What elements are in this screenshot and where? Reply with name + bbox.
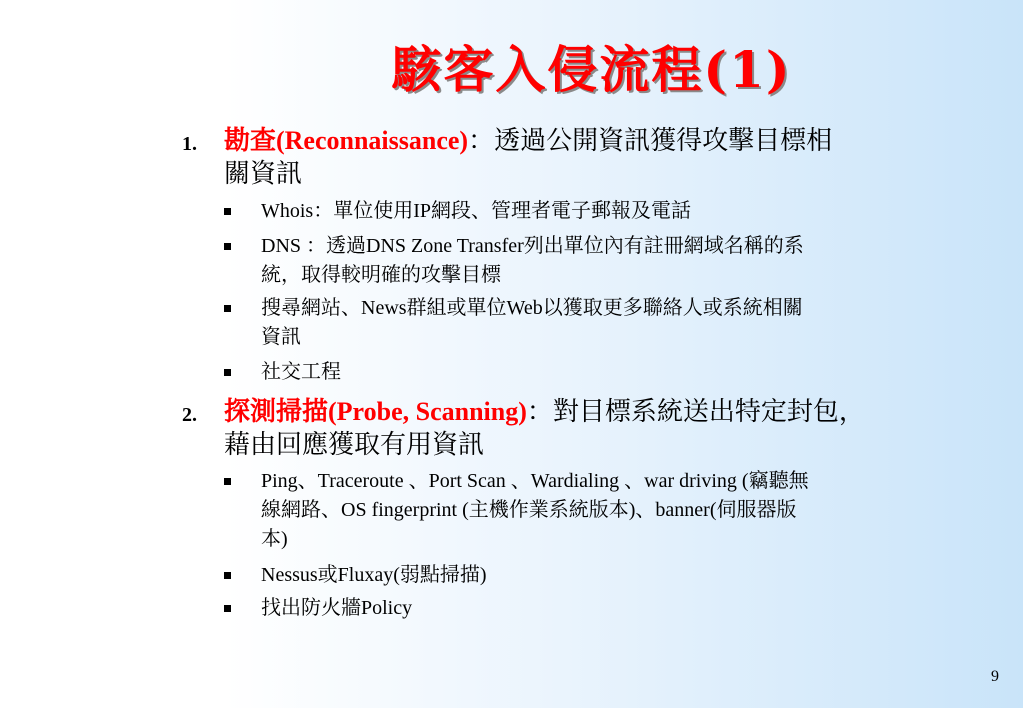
list-item-text-cont: 統，取得較明確的攻擊目標 [261,264,501,286]
section-1-text [224,124,984,190]
page-number: 9 [991,668,999,685]
list-item-text-cont: 本) [261,528,288,550]
section-2-desc-line1: ：對目標系統送出特定封包， [526,397,865,426]
list-item-text: 搜尋網站、News群組或單位Web以獲取更多聯絡人或系統相關 [261,297,803,319]
section-2-desc-line2: 藉由回應獲取有用資訊 [224,430,485,459]
bullet-square-icon [224,478,231,485]
bullet-square-icon [224,572,231,579]
list-item-text-cont: 線網路、OS fingerprint (主機作業系統版本)、banner(伺服器版 [261,499,797,521]
section-2-text [224,395,984,461]
list-item-text: Whois：單位使用IP網段、管理者電子郵報及電話 [261,200,691,222]
bullet-square-icon [224,305,231,312]
list-item-text-cont: 資訊 [261,326,301,348]
list-item-text: Nessus或Fluxay(弱點掃描) [261,564,487,586]
list-item-text: 社交工程 [261,361,341,383]
slide-title: 駭客入侵流程(1) [391,40,792,99]
bullet-square-icon [224,369,231,376]
section-1-heading: 勘查(Reconnaissance) [224,126,469,155]
section-2-heading: 探測掃描(Probe, Scanning) [224,397,527,426]
section-1-desc-line2: 關資訊 [224,159,303,188]
list-item-text: 找出防火牆Policy [261,597,413,619]
bullet-square-icon [224,243,231,250]
list-item-text: Ping、Traceroute 、Port Scan 、Wardialing 、war driving (竊聽無 [261,470,809,492]
bullet-square-icon [224,208,231,215]
section-2-number: 2. [182,404,197,426]
bullet-square-icon [224,605,231,612]
section-1-number: 1. [182,133,197,155]
list-item-text: DNS ：透過DNS Zone Transfer列出單位內有註冊網域名稱的系 [261,235,804,257]
section-1-desc-line1: ：透過公開資訊獲得攻擊目標相 [468,126,833,155]
